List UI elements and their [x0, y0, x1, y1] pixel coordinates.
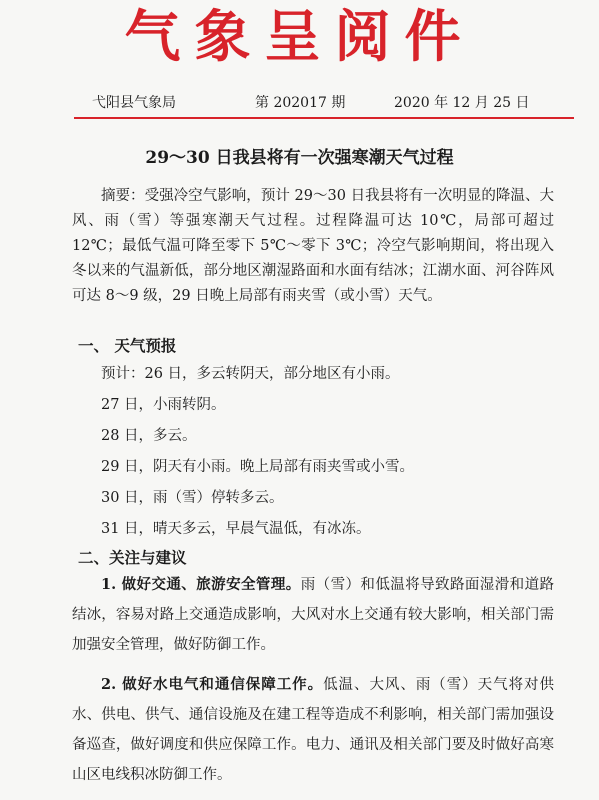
issue-info-row [0, 92, 599, 114]
abstract-paragraph: 摘要：受强冷空气影响，预计 29～30 日我县将有一次明显的降温、大风、雨（雪）等强寒潮天气过程。过程降温可达 10℃，局部可超过 12℃；最低气温可降至零下 5℃～零下 3℃；冷空气影响期间，将出现入冬以来的气温新低，部分地区潮湿路面和水面有结冰；江湖水面、河谷阵风可达 8～9 级，29 日晚上局部有雨夹雪（或小雪）天气。 [72, 188, 554, 304]
section-heading-advice: 二、关注与建议 [78, 548, 187, 567]
forecast-item: 27 日，小雨转阴。 [101, 397, 226, 413]
section-heading-forecast: 一、 天气预报 [78, 336, 177, 355]
advice-paragraph-traffic [72, 570, 554, 660]
advice-lead: 2. 做好水电气和通信保障工作。 [101, 676, 324, 693]
forecast-item: 31 日，晴天多云，早晨气温低，有冰冻。 [101, 521, 371, 537]
advice-paragraph-utilities [72, 670, 554, 790]
forecast-item: 28 日，多云。 [101, 428, 197, 444]
issue-number: 第 202017 期 [255, 95, 346, 111]
advice-body: 雨（雪）和低温将导致路面湿滑和道路结冰，容易对路上交通造成影响，大风对水上交通有较大影响，相关部门需加强安全管理，做好防御工作。 [72, 577, 555, 653]
forecast-item: 预计：26 日，多云转阴天，部分地区有小雨。 [101, 366, 400, 382]
forecast-item: 29 日，阴天有小雨。晚上局部有雨夹雪或小雪。 [101, 459, 415, 475]
issue-date: 2020 年 12 月 25 日 [394, 95, 530, 111]
masthead-title: 气象呈阅件 [124, 5, 475, 70]
red-divider [74, 117, 574, 119]
advice-body: 低温、大风、雨（雪）天气将对供水、供电、供气、通信设施及在建工程等造成不利影响，相关部门需加强设备巡查，做好调度和供应保障工作。电力、通讯及相关部门要及时做好高寒山区电线积冰防御工作。 [72, 677, 554, 783]
issuing-organization: 弋阳县气象局 [92, 95, 176, 111]
advice-lead: 1. 做好交通、旅游安全管理。 [101, 576, 301, 593]
document-title: 29～30 日我县将有一次强寒潮天气过程 [145, 148, 454, 168]
forecast-item: 30 日，雨（雪）停转多云。 [101, 490, 284, 506]
